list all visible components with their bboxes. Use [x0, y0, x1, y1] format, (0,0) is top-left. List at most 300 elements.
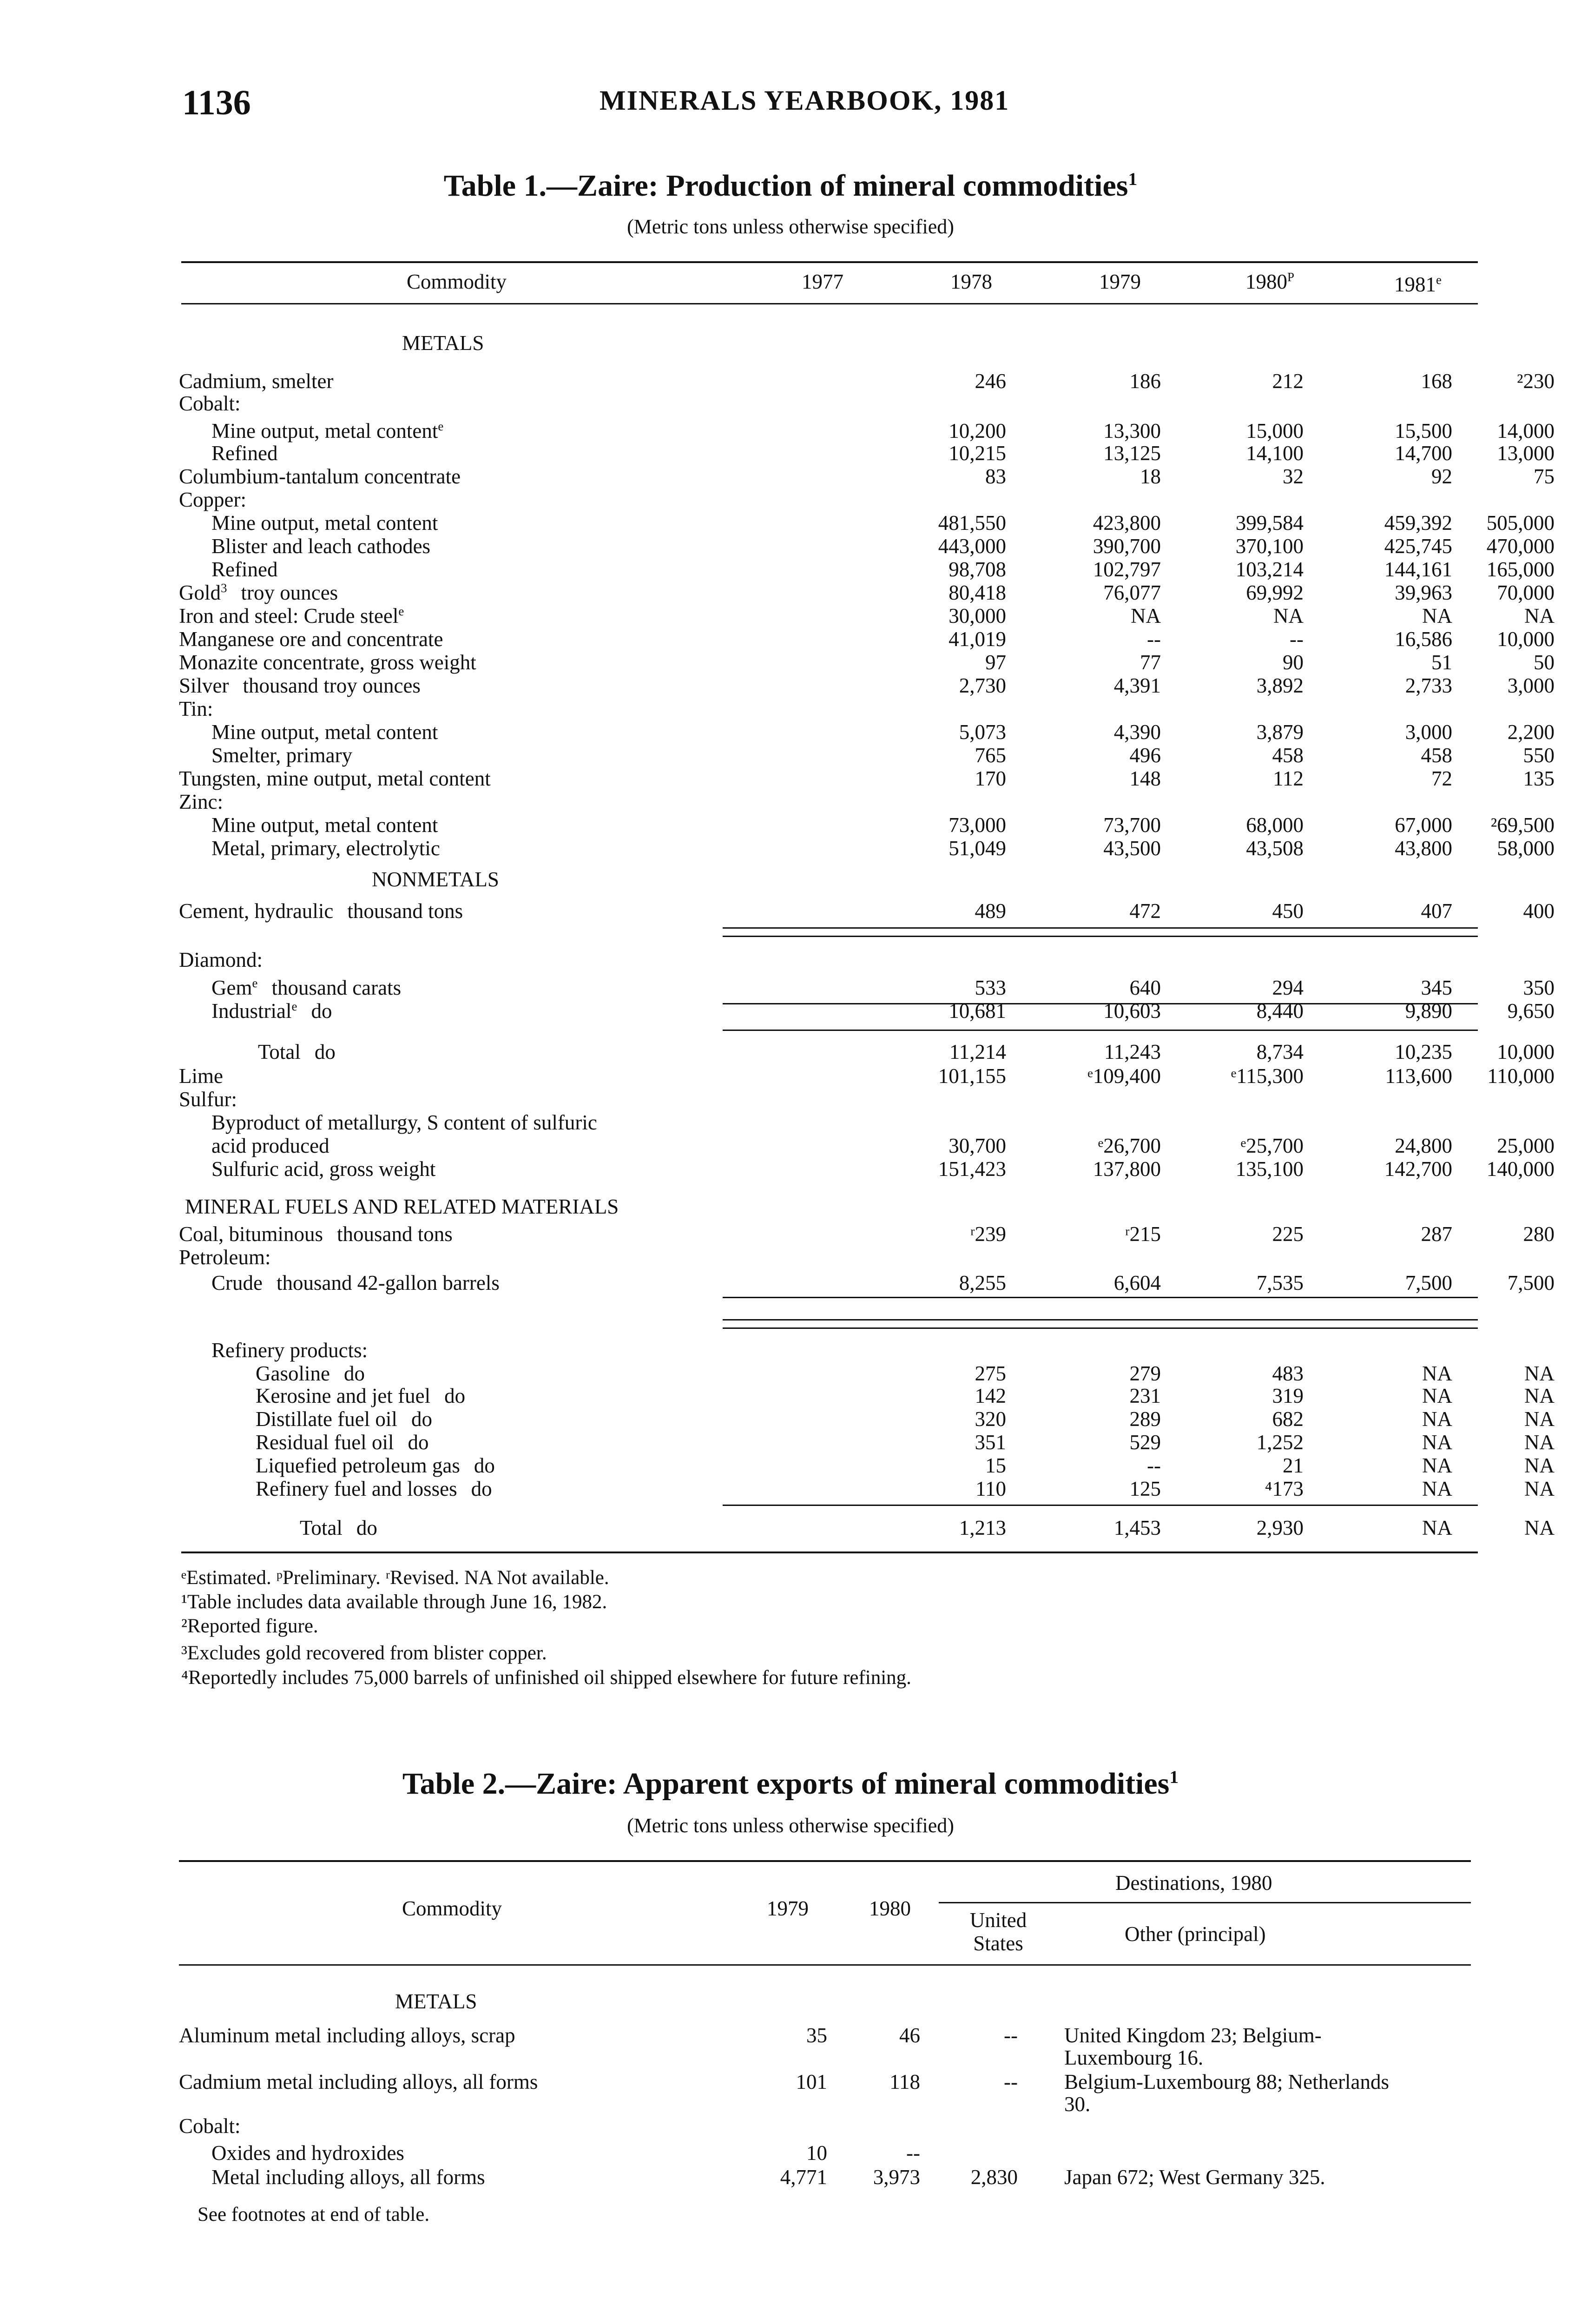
- row-value-1980: --: [906, 2141, 920, 2165]
- row-value: 400: [1523, 899, 1555, 923]
- footnote: ¹Table includes data available through June 16, 1982.: [181, 1591, 607, 1613]
- table-row: [179, 790, 1476, 813]
- row-value: 13,000: [1497, 442, 1555, 465]
- row-value: 110,000: [1487, 1064, 1555, 1088]
- row-label: Zinc:: [179, 790, 223, 813]
- row-label: Refined: [211, 442, 278, 465]
- row-value: 458: [1421, 744, 1452, 767]
- row-label: Aluminum metal including alloys, scrap: [179, 2024, 515, 2047]
- table-row: [179, 1064, 1555, 1088]
- row-value-1980: 118: [889, 2070, 920, 2093]
- row-value: 289: [1129, 1407, 1161, 1431]
- row-value: 14,700: [1395, 442, 1452, 465]
- row-value: 231: [1129, 1384, 1161, 1407]
- row-value: 83: [985, 465, 1006, 488]
- row-label: Manganese ore and concentrate: [179, 627, 443, 651]
- row-value: 280: [1523, 1222, 1555, 1246]
- table-row: [179, 976, 1555, 999]
- row-value: 399,584: [1235, 511, 1304, 535]
- row-value: 77: [1140, 651, 1161, 674]
- row-value: 287: [1421, 1222, 1452, 1246]
- table1-header-commodity: Commodity: [407, 270, 507, 293]
- table-row: [179, 1246, 1476, 1269]
- row-value: 186: [1129, 370, 1161, 393]
- row-value: 30,700: [949, 1134, 1006, 1157]
- row-value: NA: [1131, 604, 1161, 627]
- table-row: [179, 1431, 1555, 1454]
- table1-title: Table 1.—Zaire: Production of mineral commodities$^1$: [443, 169, 1138, 203]
- row-value: 73,000: [949, 813, 1006, 837]
- row-value: 90: [1283, 651, 1304, 674]
- table2-title: Table 2.—Zaire: Apparent exports of mineral commodities$^1$: [402, 1767, 1179, 1801]
- row-label: Industrial$^e$ do: [211, 999, 332, 1023]
- row-label: Sulfur:: [179, 1088, 237, 1111]
- row-value: NA: [1422, 1477, 1452, 1500]
- row-value: NA: [1524, 1477, 1555, 1500]
- rule: [723, 1327, 1478, 1329]
- row-label: Copper:: [179, 488, 246, 511]
- row-value: --: [1147, 627, 1161, 651]
- table-row: [179, 581, 1555, 604]
- row-value: 13,300: [1103, 419, 1161, 442]
- row-value: ²69,500: [1490, 813, 1555, 837]
- table-row: [179, 1454, 1555, 1477]
- row-value: 21: [1283, 1454, 1304, 1477]
- row-label: Total do: [300, 1516, 377, 1539]
- row-value: 32: [1283, 465, 1304, 488]
- rule: [723, 1319, 1478, 1320]
- row-label: Smelter, primary: [211, 744, 353, 767]
- row-value: NA: [1524, 604, 1555, 627]
- table-row: [179, 899, 1555, 923]
- row-label: Distillate fuel oil do: [256, 1407, 432, 1431]
- table-row: [179, 535, 1555, 558]
- row-value: 135,100: [1235, 1157, 1304, 1181]
- row-value: ⁴173: [1265, 1477, 1304, 1500]
- row-value: 18: [1140, 465, 1161, 488]
- row-value: 102,797: [1093, 558, 1161, 581]
- row-value: 320: [975, 1407, 1006, 1431]
- table-row: [179, 1384, 1555, 1407]
- row-value: 481,550: [938, 511, 1006, 535]
- row-value: 5,073: [959, 720, 1006, 744]
- row-value: 101,155: [938, 1064, 1006, 1088]
- table-row: [179, 1222, 1555, 1246]
- row-value-1980: 46: [899, 2024, 920, 2047]
- row-value: 3,000: [1405, 720, 1452, 744]
- row-value: 1,252: [1256, 1431, 1304, 1454]
- table-row: [179, 1157, 1555, 1181]
- row-value: 345: [1421, 976, 1452, 999]
- row-value: NA: [1273, 604, 1304, 627]
- row-value: 3,000: [1507, 674, 1555, 697]
- row-value-1979: 4,771: [780, 2166, 827, 2189]
- row-value: ²230: [1517, 370, 1555, 393]
- row-value: 3,892: [1256, 674, 1304, 697]
- section-fuels: MINERAL FUELS AND RELATED MATERIALS: [185, 1195, 619, 1218]
- row-value: 319: [1272, 1384, 1304, 1407]
- row-value: 69,992: [1246, 581, 1304, 604]
- table2-header-destinations: Destinations, 1980: [1115, 1871, 1272, 1895]
- row-value: 73,700: [1103, 813, 1161, 837]
- table-row: [179, 488, 1476, 511]
- row-value: 4,390: [1113, 720, 1161, 744]
- row-value: 10,603: [1103, 999, 1161, 1023]
- row-label: Diamond:: [179, 948, 263, 971]
- row-value: 15,000: [1246, 419, 1304, 442]
- row-value: 458: [1272, 744, 1304, 767]
- row-value: 142,700: [1384, 1157, 1452, 1181]
- row-label: Mine output, metal content: [211, 720, 438, 744]
- row-label: Metal including alloys, all forms: [211, 2166, 485, 2189]
- row-value: 450: [1272, 899, 1304, 923]
- row-value: 8,440: [1256, 999, 1304, 1023]
- row-value: ᵉ26,700: [1098, 1134, 1161, 1157]
- row-value: NA: [1422, 1407, 1452, 1431]
- row-label: Columbium-tantalum concentrate: [179, 465, 461, 488]
- row-value: 246: [975, 370, 1006, 393]
- row-value: 10,215: [949, 442, 1006, 465]
- table2-subtitle: (Metric tons unless otherwise specified): [627, 1814, 954, 1837]
- table2-header-1980: 1980: [869, 1897, 911, 1920]
- row-value: 423,800: [1093, 511, 1161, 535]
- table-row: [179, 1088, 1476, 1111]
- table1-header-1977: 1977: [802, 270, 843, 293]
- row-value: 8,255: [959, 1271, 1006, 1294]
- table-row: [179, 419, 1555, 442]
- row-value: ᵉ115,300: [1231, 1064, 1304, 1088]
- row-label: Refined: [211, 558, 278, 581]
- row-label: Gold$^3$ troy ounces: [179, 581, 338, 604]
- row-value: 135: [1523, 767, 1555, 790]
- row-value: 370,100: [1235, 535, 1304, 558]
- table-row: [179, 813, 1555, 837]
- row-value: NA: [1524, 1384, 1555, 1407]
- section-metals: METALS: [402, 331, 484, 355]
- row-value: 390,700: [1093, 535, 1161, 558]
- page-number: 1136: [182, 83, 251, 122]
- row-value: 112: [1273, 767, 1304, 790]
- row-value: 148: [1129, 767, 1161, 790]
- row-label: Tin:: [179, 697, 213, 720]
- row-label: Liquefied petroleum gas do: [256, 1454, 495, 1477]
- table-row: [179, 1271, 1555, 1294]
- table1-header-1980: $1980^P$: [1245, 270, 1295, 293]
- row-value: 75: [1534, 465, 1555, 488]
- row-value-us: --: [1004, 2024, 1018, 2047]
- row-value: 275: [975, 1362, 1006, 1385]
- row-value: 10,235: [1395, 1040, 1452, 1063]
- table1-subtitle: (Metric tons unless otherwise specified): [627, 215, 954, 238]
- row-value: NA: [1422, 1384, 1452, 1407]
- row-value: 142: [975, 1384, 1006, 1407]
- row-value: 7,500: [1507, 1271, 1555, 1294]
- row-value: 30,000: [949, 604, 1006, 627]
- row-value: 225: [1272, 1222, 1304, 1246]
- row-label: Refinery products:: [211, 1339, 368, 1362]
- row-value: 11,214: [949, 1040, 1006, 1063]
- table2-header-commodity: Commodity: [402, 1897, 502, 1920]
- row-value: 43,800: [1395, 837, 1452, 860]
- row-label: Silver thousand troy ounces: [179, 674, 421, 697]
- row-value-1980: 3,973: [873, 2166, 920, 2189]
- table-row: [179, 767, 1555, 790]
- row-value: 351: [975, 1431, 1006, 1454]
- row-value: 1,213: [959, 1516, 1006, 1539]
- row-value: 443,000: [938, 535, 1006, 558]
- rule: [723, 1003, 1478, 1004]
- section-nonmetals: NONMETALS: [372, 868, 499, 891]
- row-label: Cadmium metal including alloys, all forms: [179, 2070, 538, 2093]
- table-row: [179, 1477, 1555, 1500]
- row-value: 533: [975, 976, 1006, 999]
- row-value: 168: [1421, 370, 1452, 393]
- row-value: 4,391: [1113, 674, 1161, 697]
- row-label: Lime: [179, 1064, 223, 1088]
- row-value: 76,077: [1103, 581, 1161, 604]
- table2-note: See footnotes at end of table.: [198, 2204, 430, 2225]
- row-value: 682: [1272, 1407, 1304, 1431]
- row-value: NA: [1524, 1362, 1555, 1385]
- row-value: 14,100: [1246, 442, 1304, 465]
- row-value: 67,000: [1395, 813, 1452, 837]
- row-value: 13,125: [1103, 442, 1161, 465]
- row-value: 39,963: [1395, 581, 1452, 604]
- row-label: Petroleum:: [179, 1246, 271, 1269]
- table-row: [179, 1111, 1476, 1134]
- row-value-1979: 35: [806, 2024, 827, 2047]
- table2-section-metals: METALS: [395, 1990, 477, 2013]
- row-value: 1,453: [1113, 1516, 1161, 1539]
- rule: [723, 1030, 1478, 1031]
- row-value: 2,200: [1507, 720, 1555, 744]
- row-value: 144,161: [1384, 558, 1452, 581]
- row-value-other: Japan 672; West Germany 325.: [1064, 2166, 1325, 2189]
- row-label: Kerosine and jet fuel do: [256, 1384, 466, 1407]
- row-value: 425,745: [1384, 535, 1452, 558]
- row-label: Cobalt:: [179, 392, 241, 415]
- row-value: 98,708: [949, 558, 1006, 581]
- row-label: Tungsten, mine output, metal content: [179, 767, 491, 790]
- row-value: 41,019: [949, 627, 1006, 651]
- row-value: 92: [1431, 465, 1452, 488]
- row-label: Metal, primary, electrolytic: [211, 837, 440, 860]
- row-label: Monazite concentrate, gross weight: [179, 651, 476, 674]
- row-value: 2,730: [959, 674, 1006, 697]
- row-label: Cobalt:: [179, 2114, 241, 2138]
- row-value: 137,800: [1093, 1157, 1161, 1181]
- row-value: NA: [1524, 1431, 1555, 1454]
- row-value: 25,000: [1497, 1134, 1555, 1157]
- row-value: ʳ239: [970, 1222, 1006, 1246]
- row-label: Crude thousand 42-gallon barrels: [211, 1271, 500, 1294]
- row-label: Byproduct of metallurgy, S content of sulfuric: [211, 1111, 597, 1134]
- table-row: [179, 1362, 1555, 1385]
- row-value: 165,000: [1486, 558, 1555, 581]
- row-value: 9,890: [1405, 999, 1452, 1023]
- table-row: [179, 627, 1555, 651]
- rule: [723, 1297, 1478, 1298]
- row-value: 212: [1272, 370, 1304, 393]
- row-value: 72: [1431, 767, 1452, 790]
- row-value: NA: [1422, 1454, 1452, 1477]
- row-value: 80,418: [949, 581, 1006, 604]
- table2-header-1979: 1979: [767, 1897, 809, 1920]
- row-value: 10,200: [949, 419, 1006, 442]
- table1-bottom-rule: [181, 1552, 1478, 1553]
- table-row: [179, 370, 1555, 393]
- row-label: Mine output, metal content: [211, 511, 438, 535]
- table-row: [179, 1407, 1555, 1431]
- running-title: MINERALS YEARBOOK, 1981: [599, 85, 1010, 116]
- row-value-us: 2,830: [970, 2166, 1018, 2189]
- row-value: 7,500: [1405, 1271, 1452, 1294]
- table2-top-rule: [179, 1860, 1471, 1862]
- row-value: 407: [1421, 899, 1452, 923]
- row-label: acid produced: [211, 1134, 329, 1157]
- row-value: 70,000: [1497, 581, 1555, 604]
- row-value: 294: [1272, 976, 1304, 999]
- row-label: Total do: [258, 1040, 336, 1063]
- row-label: Refinery fuel and losses do: [256, 1477, 492, 1500]
- row-value: 51,049: [949, 837, 1006, 860]
- table1-header-1978: 1978: [950, 270, 992, 293]
- row-value: 10,000: [1497, 1040, 1555, 1063]
- row-value: 15: [985, 1454, 1006, 1477]
- table-row: [179, 465, 1555, 488]
- table-row: [179, 744, 1555, 767]
- row-value: 11,243: [1104, 1040, 1161, 1063]
- row-value: 58,000: [1497, 837, 1555, 860]
- row-value: 43,508: [1246, 837, 1304, 860]
- row-value: 110: [975, 1477, 1006, 1500]
- table-row: [179, 837, 1555, 860]
- row-value: 470,000: [1486, 535, 1555, 558]
- row-value-1979: 10: [806, 2141, 827, 2165]
- table-row: [179, 948, 1476, 971]
- row-value: 97: [985, 651, 1006, 674]
- row-value: ᵉ25,700: [1240, 1134, 1304, 1157]
- row-value: 151,423: [938, 1157, 1006, 1181]
- table2-dest-rule: [939, 1902, 1471, 1903]
- row-value: 9,650: [1507, 999, 1555, 1023]
- row-label: Cement, hydraulic thousand tons: [179, 899, 463, 923]
- footnote: ²Reported figure.: [181, 1615, 318, 1637]
- row-value: NA: [1422, 1362, 1452, 1385]
- row-value: 170: [975, 767, 1006, 790]
- table-row: [179, 392, 1476, 415]
- row-label: Sulfuric acid, gross weight: [211, 1157, 436, 1181]
- row-value: 14,000: [1497, 419, 1555, 442]
- table1-header-rule: [181, 303, 1478, 304]
- table-row: [179, 697, 1476, 720]
- row-label: Iron and steel: Crude steel$^e$: [179, 604, 404, 627]
- row-label: Mine output, metal content: [211, 813, 438, 837]
- row-label: Blister and leach cathodes: [211, 535, 431, 558]
- row-value: 103,214: [1235, 558, 1304, 581]
- row-value-us: --: [1004, 2070, 1018, 2093]
- row-value: 8,734: [1256, 1040, 1304, 1063]
- table-row: [179, 1516, 1555, 1539]
- row-value: 765: [975, 744, 1006, 767]
- row-value: 43,500: [1103, 837, 1161, 860]
- row-value: 113,600: [1385, 1064, 1452, 1088]
- row-value: ᵉ109,400: [1087, 1064, 1161, 1088]
- row-value: 51: [1431, 651, 1452, 674]
- row-value: 3,879: [1256, 720, 1304, 744]
- row-label: Gasoline do: [256, 1362, 365, 1385]
- table2-header-us: United States: [969, 1908, 1027, 1955]
- table1-header-1979: 1979: [1099, 270, 1141, 293]
- table-row: [179, 511, 1555, 535]
- row-value: 2,733: [1405, 674, 1452, 697]
- row-value: 483: [1272, 1362, 1304, 1385]
- row-value: 472: [1129, 899, 1161, 923]
- row-value: 550: [1523, 744, 1555, 767]
- table-row: [179, 674, 1555, 697]
- row-value: 68,000: [1246, 813, 1304, 837]
- row-value: 10,681: [949, 999, 1006, 1023]
- row-label: Oxides and hydroxides: [211, 2141, 404, 2165]
- row-value: ʳ215: [1125, 1222, 1161, 1246]
- row-value: 459,392: [1384, 511, 1452, 535]
- row-value: 10,000: [1497, 627, 1555, 651]
- row-label: Mine output, metal content$^e$: [211, 419, 444, 442]
- row-value: --: [1290, 627, 1304, 651]
- table-row: [179, 442, 1555, 465]
- footnote: ⁴Reportedly includes 75,000 barrels of unfinished oil shipped elsewhere for future refining.: [181, 1667, 911, 1689]
- row-value: NA: [1524, 1454, 1555, 1477]
- table-row: [179, 1040, 1555, 1063]
- table-row: [179, 1339, 1476, 1362]
- row-value: NA: [1524, 1516, 1555, 1539]
- row-value: 640: [1129, 976, 1161, 999]
- footnote: ³Excludes gold recovered from blister copper.: [181, 1642, 547, 1664]
- row-value: NA: [1422, 604, 1452, 627]
- row-value: 489: [975, 899, 1006, 923]
- table2-header-other: Other (principal): [1125, 1922, 1266, 1946]
- row-value: 24,800: [1395, 1134, 1452, 1157]
- table1-header-1981: 1981e: [1394, 273, 1442, 296]
- row-value-other: Belgium-Luxembourg 88; Netherlands 30.: [1064, 2070, 1390, 2116]
- row-value: 2,930: [1256, 1516, 1304, 1539]
- row-value: 16,586: [1395, 627, 1452, 651]
- rule: [723, 1505, 1478, 1506]
- rule: [723, 927, 1478, 929]
- row-value: 6,604: [1113, 1271, 1161, 1294]
- row-value-1979: 101: [796, 2070, 827, 2093]
- row-value: 125: [1129, 1477, 1161, 1500]
- row-value: 279: [1129, 1362, 1161, 1385]
- table-row: [179, 1134, 1555, 1157]
- table1-top-rule: [181, 261, 1478, 263]
- row-label: Residual fuel oil do: [256, 1431, 429, 1454]
- rule: [723, 936, 1478, 937]
- row-label: Gem$^e$ thousand carats: [211, 976, 402, 999]
- table-row: [179, 604, 1555, 627]
- row-value: 496: [1129, 744, 1161, 767]
- row-value: 529: [1129, 1431, 1161, 1454]
- row-value: NA: [1524, 1407, 1555, 1431]
- row-value: 140,000: [1486, 1157, 1555, 1181]
- table2-header-rule: [179, 1964, 1471, 1966]
- row-value: --: [1147, 1454, 1161, 1477]
- row-value: 15,500: [1395, 419, 1452, 442]
- row-value: 7,535: [1256, 1271, 1304, 1294]
- table-row: [179, 720, 1555, 744]
- row-value-other: United Kingdom 23; Belgium-Luxembourg 16.: [1064, 2024, 1322, 2069]
- table-row: [179, 651, 1555, 674]
